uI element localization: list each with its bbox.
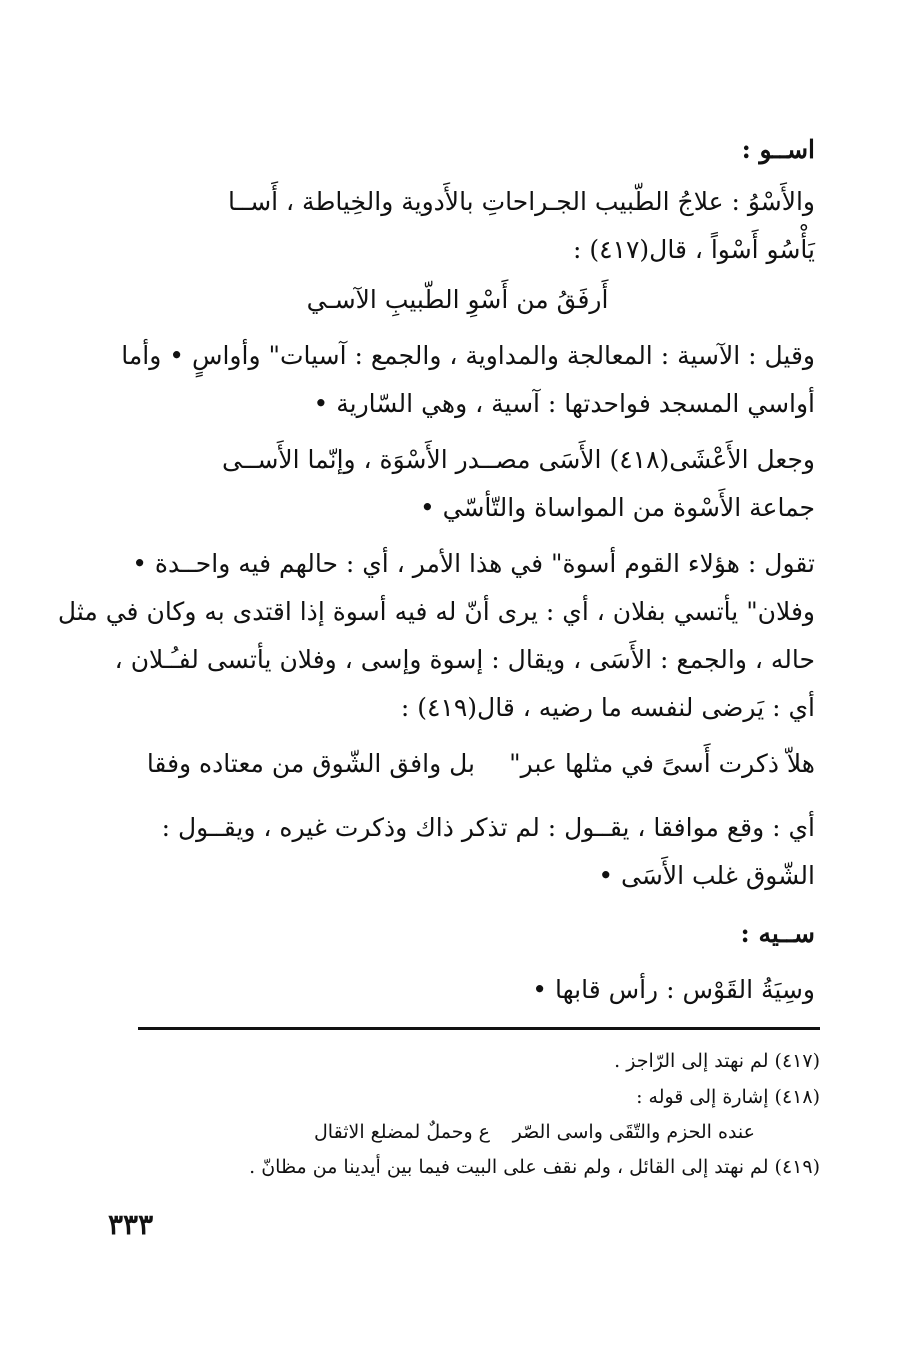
page-number: ٣٣٣: [108, 1208, 154, 1241]
text-line: وفلان" يأتسي بفلان ، أي : يرى أنّ له فيه أسوة إذا اقتدى به وكان في مثل: [57, 597, 815, 626]
entry-heading: اســو :: [741, 135, 815, 164]
text-line: وسِيَةُ القَوْس : رأس قابها •: [532, 975, 815, 1004]
text-line: وجعل الأَعْشَى(٤١٨) الأَسَى مصــدر الأَسْوَة ، وإنّما الأَســى: [221, 445, 815, 474]
text-line: وقيل : الآسية : المعالجة والمداوية ، والجمع : آسيات" وأواسٍ • وأما: [121, 341, 815, 370]
text-line: أي : يَرضى لنفسه ما رضيه ، قال(٤١٩) :: [400, 693, 815, 722]
quote-line: أَرفَقُ من أَسْوِ الطّبيبِ الآسـي: [306, 285, 609, 314]
text-line: جماعة الأَسْوة من المواساة والتّأسّي •: [419, 493, 815, 522]
footnote-419: (٤١٩) لم نهتد إلى القائل ، ولم نقف على البيت فيما بين أيدينا من مظانّ .: [249, 1156, 820, 1178]
text-line: تقول : هؤلاء القوم أسوة" في هذا الأمر ، أي : حالهم فيه واحــدة •: [132, 549, 815, 578]
text-line: حاله ، والجمع : الأَسَى ، ويقال : إسوة وإسى ، وفلان يأتسى لفـُـلان ،: [114, 645, 815, 674]
footnote-verse-second: ع وحملٌ لمضلع الاثقال: [313, 1121, 490, 1143]
footnote-418: (٤١٨) إشارة إلى قوله :: [636, 1086, 820, 1108]
text-line: أي : وقع موافقا ، يقــول : لم تذكر ذاك وذكرت غيره ، ويقــول :: [161, 813, 815, 842]
text-line: الشّوق غلب الأَسَى •: [598, 861, 815, 890]
verse-first-hemistich: هلاّ ذكرت أَسىً في مثلها عبر": [509, 749, 815, 778]
verse-second-hemistich: بل وافق الشّوق من معتاده وفقا: [146, 749, 475, 778]
footnote-verse-first: عنده الحزم والتّقَى واسى الصّر: [512, 1121, 755, 1143]
footnote-divider: [138, 1027, 820, 1030]
entry-heading: ســيه :: [740, 919, 815, 948]
text-line: يَأْسُو أَسْواً ، قال(٤١٧) :: [572, 235, 815, 264]
footnote-417: (٤١٧) لم نهتد إلى الرّاجز .: [614, 1050, 820, 1072]
text-line: أواسي المسجد فواحدتها : آسية ، وهي السّارية •: [313, 389, 815, 418]
text-line: والأَسْوُ : علاجُ الطّبيب الجـراحاتِ بالأَدوية والخِياطة ، أَســا: [227, 187, 815, 216]
